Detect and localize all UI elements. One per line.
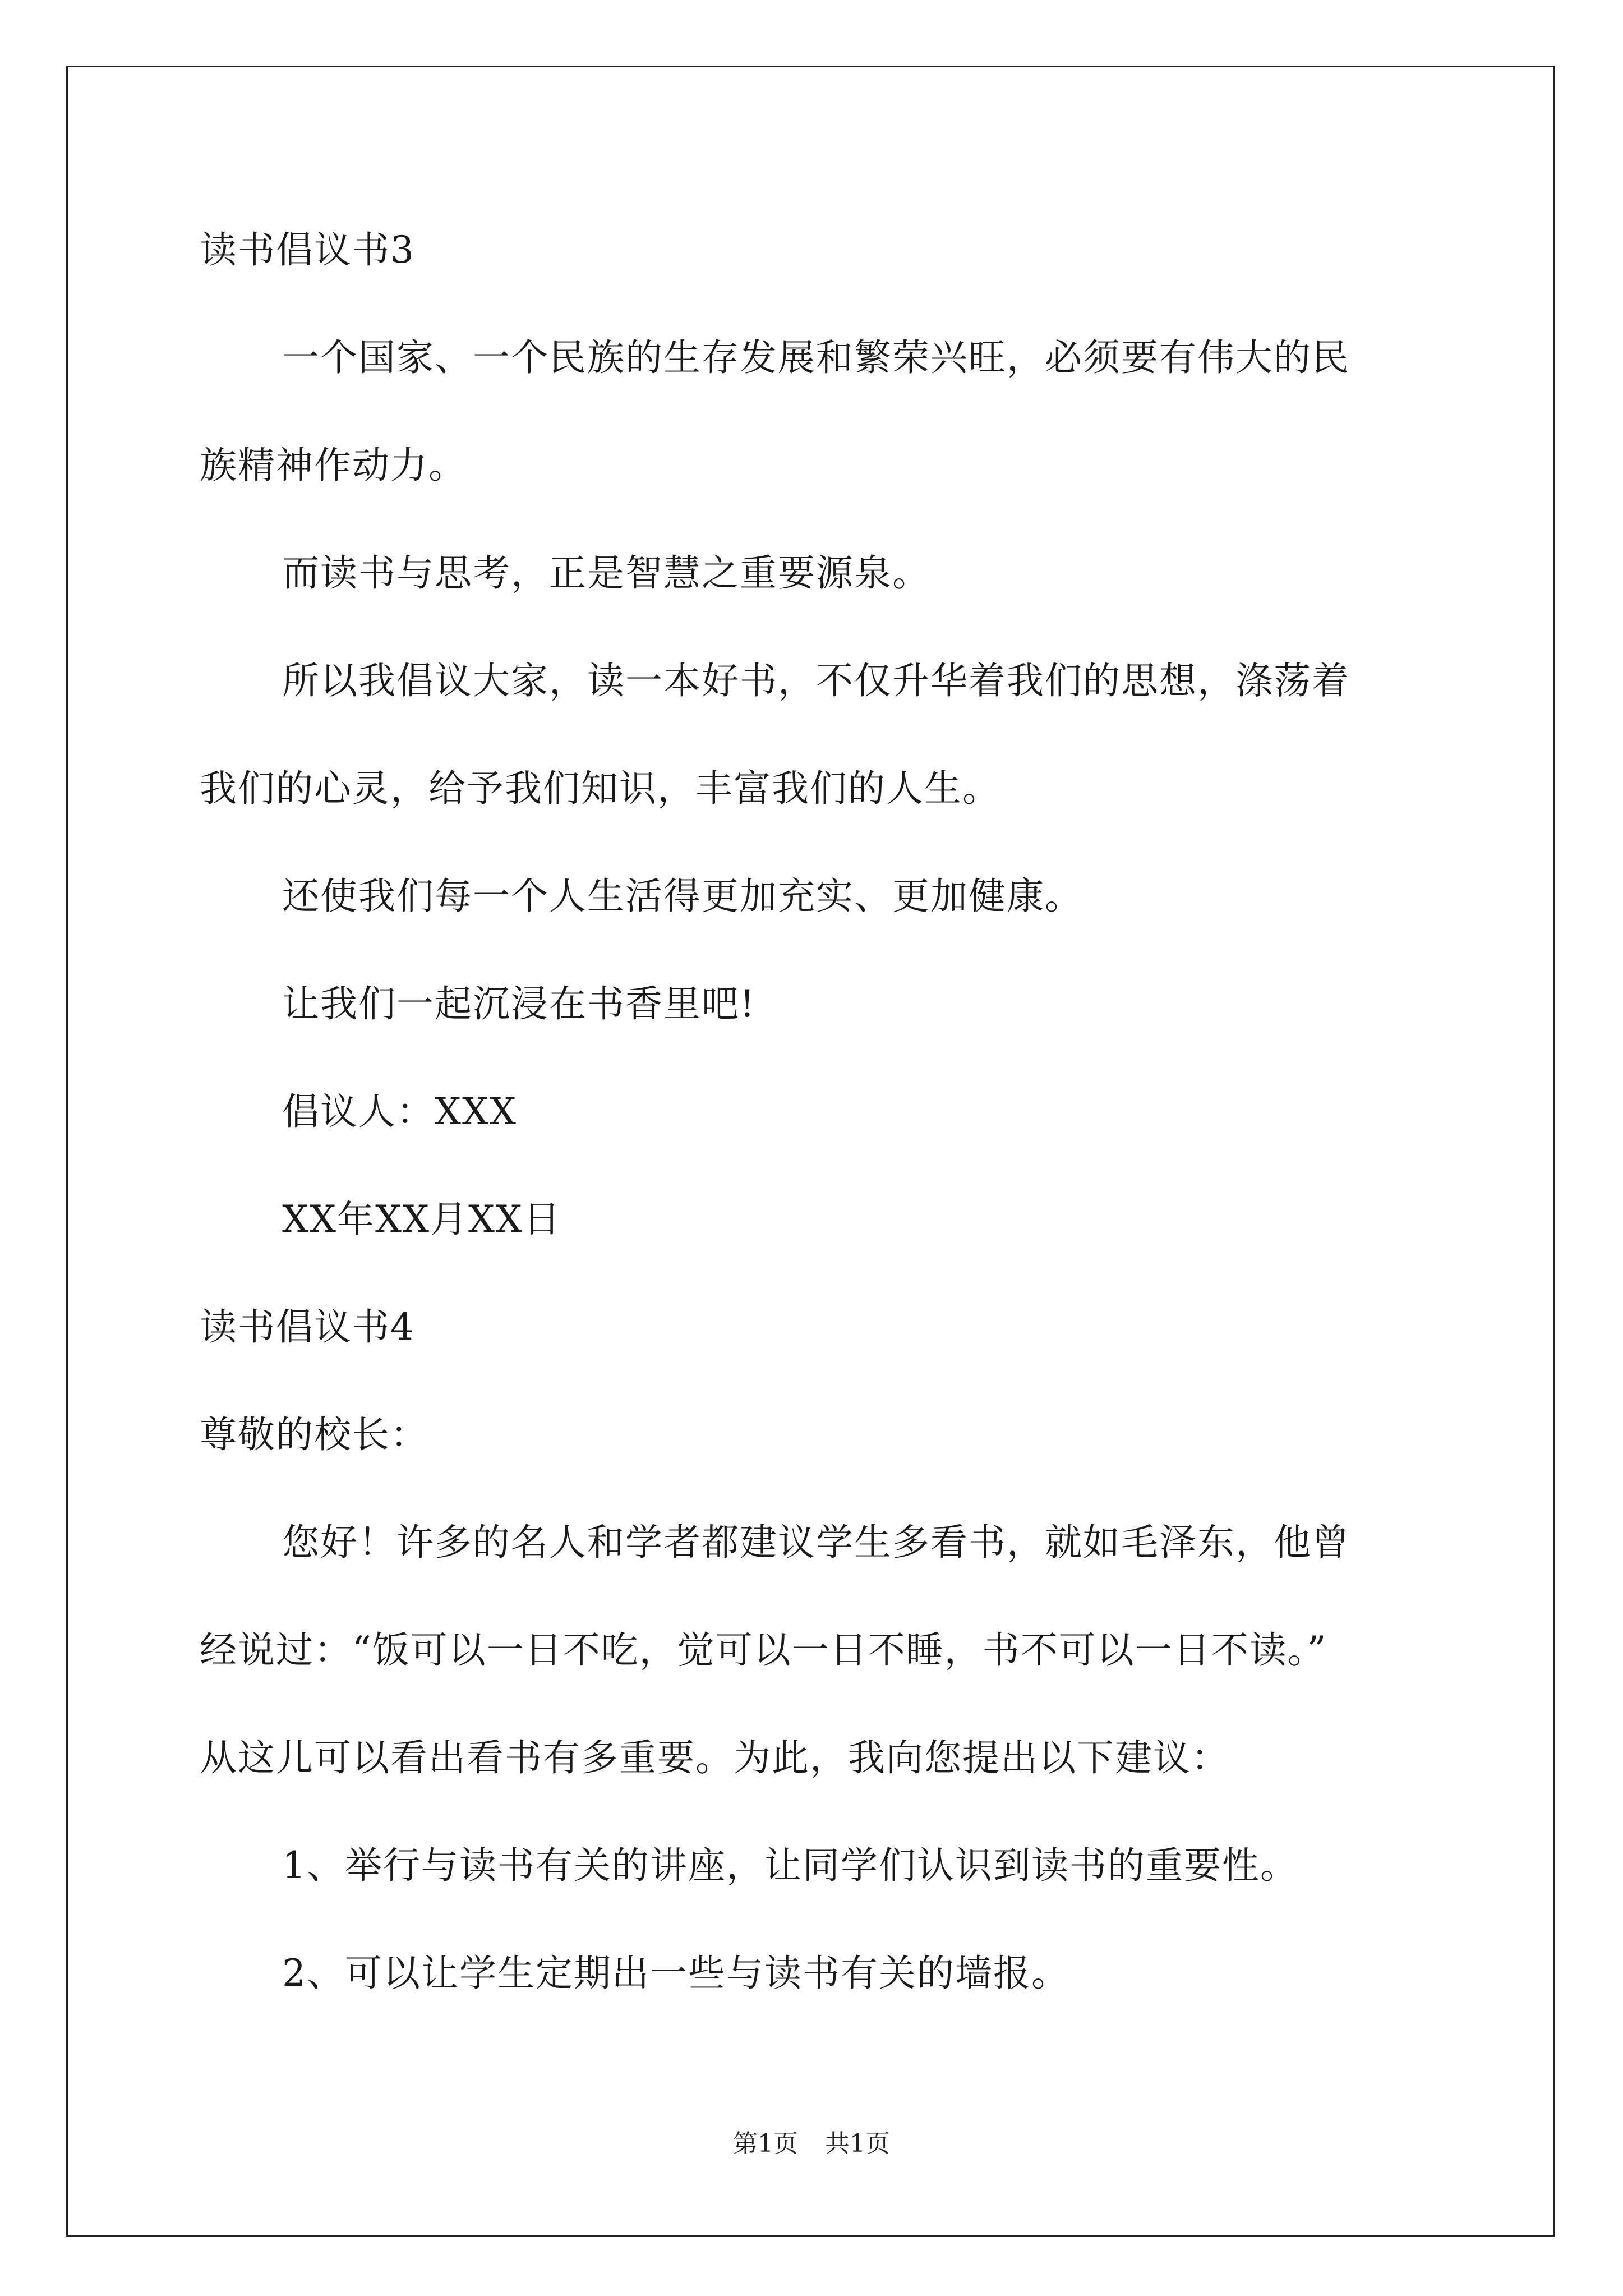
page-number-current: 第1页 [733,2129,798,2158]
paragraph-line: 经说过：“饭可以一日不吃，觉可以一日不睡，书不可以一日不读。” [200,1628,1327,1672]
paragraph-line: 我们的心灵，给予我们知识，丰富我们的人生。 [200,767,1000,810]
paragraph-line: 一个国家、一个民族的生存发展和繁荣兴旺，必须要有伟大的民 [282,336,1350,379]
list-item: 2、可以让学生定期出一些与读书有关的墙报。 [282,1952,1069,1995]
paragraph-line: 所以我倡议大家，读一本好书，不仅升华着我们的思想，涤荡着 [282,659,1350,702]
signature-line: 倡议人：XXX [282,1090,517,1133]
page-number-total: 共1页 [825,2129,890,2158]
paragraph-line: 从这儿可以看出看书有多重要。为此，我向您提出以下建议： [200,1736,1229,1779]
page-footer [0,2127,1623,2161]
salutation: 尊敬的校长： [200,1413,428,1456]
paragraph-line: 还使我们每一个人生活得更加充实、更加健康。 [282,875,1083,918]
page-border [66,66,1555,2237]
section-title-4: 读书倡议书4 [200,1305,415,1349]
paragraph-line: 而读书与思考，正是智慧之重要源泉。 [282,551,930,595]
paragraph-line: 您好！许多的名人和学者都建议学生多看书，就如毛泽东，他曾 [282,1521,1350,1564]
date-line: XX年XX月XX日 [282,1198,561,1241]
list-item: 1、举行与读书有关的讲座，让同学们认识到读书的重要性。 [282,1844,1298,1887]
paragraph-line: 让我们一起沉浸在书香里吧! [282,982,756,1025]
paragraph-line: 族精神作动力。 [200,444,467,487]
section-title-3: 读书倡议书3 [200,228,415,272]
